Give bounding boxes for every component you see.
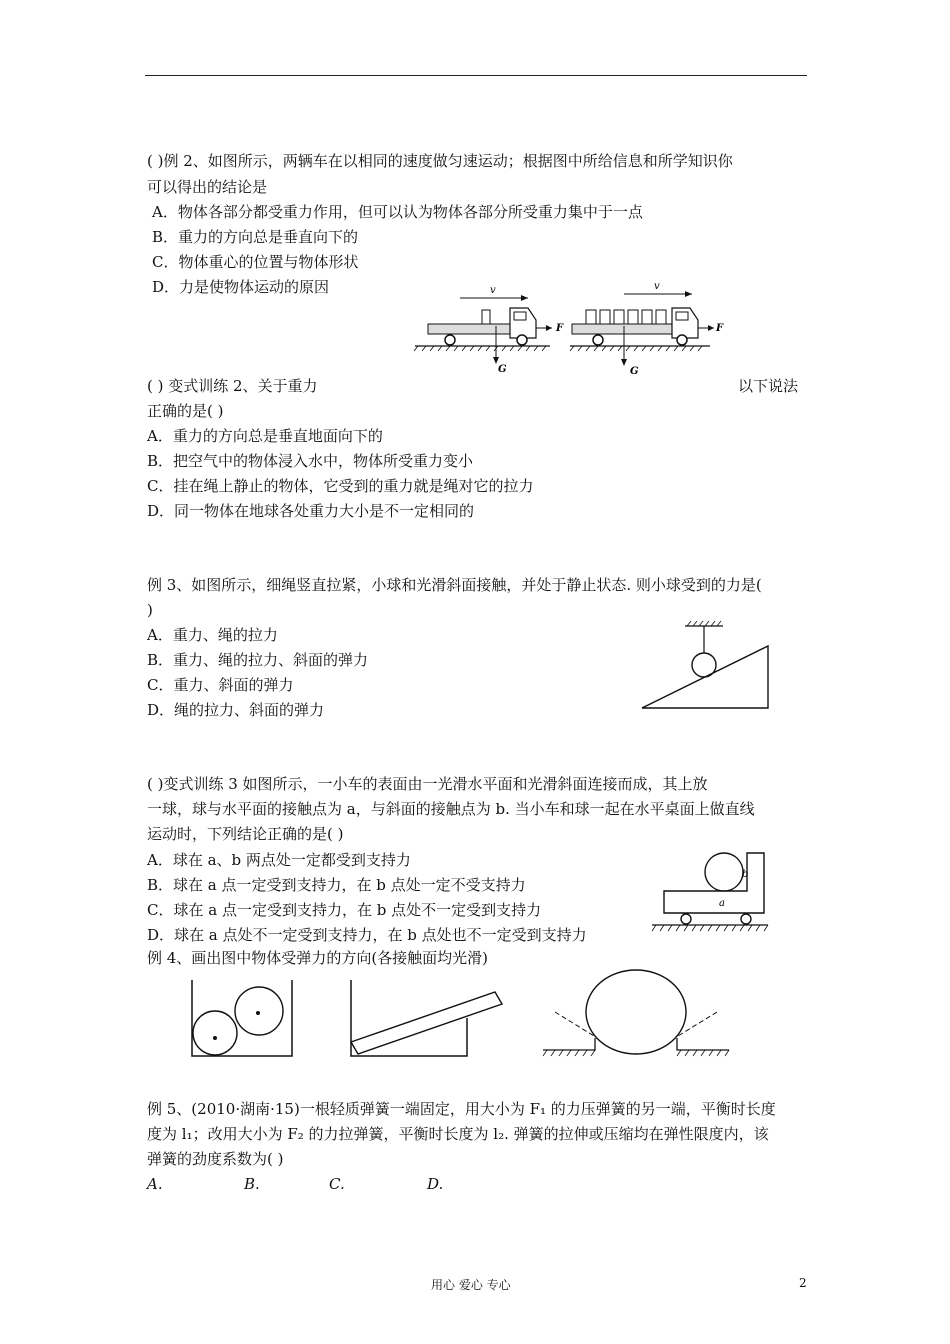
ex2-option-a: A．物体各部分都受重力作用，但可以认为物体各部分所受重力集中于一点 [152,203,643,221]
ex5-question-line3: 弹簧的劲度系数为( ) [147,1150,284,1168]
ex3-option-c: C．重力、斜面的弹力 [147,676,294,694]
truck1-v-label: v [490,285,496,296]
var2-question-line1a: ( ) 变式训练 2、关于重力 [147,377,318,395]
ex3-option-a: A．重力、绳的拉力 [147,626,278,644]
var3-question-line1: ( )变式训练 3 如图所示，一小车的表面由一光滑水平面和光滑斜面连接而成，其上放 [147,775,708,793]
footer-motto: 用心 爱心 专心 [431,1278,511,1292]
point-a-label: a [719,898,725,909]
ex3-option-d: D．绳的拉力、斜面的弹力 [147,701,325,719]
ex5-option-b: B. [244,1175,260,1193]
ex4-question: 例 4、画出图中物体受弹力的方向(各接触面均光滑) [147,949,489,967]
ex3-question-line1: 例 3、如图所示，细绳竖直拉紧，小球和光滑斜面接触，并处于静止状态. 则小球受到的力是( [147,576,762,594]
ex5-option-d: D. [427,1175,444,1193]
truck2-G-label: G [630,366,639,377]
ex2-option-c: C．物体重心的位置与物体形状 [152,253,359,271]
truck1-F-label: F [556,323,564,334]
var3-option-c: C．球在 a 点一定受到支持力，在 b 点处不一定受到支持力 [147,901,542,919]
trucks-figure [410,280,730,380]
var2-option-b: B．把空气中的物体浸入水中，物体所受重力变小 [147,452,474,470]
var3-question-line3: 运动时，下列结论正确的是( ) [147,825,344,843]
header-rule [145,75,807,76]
ex5-option-a: A. [147,1175,163,1193]
var2-option-a: A．重力的方向总是垂直地面向下的 [147,427,383,445]
cart-ball-figure [650,845,770,940]
ball-on-supports-figure [535,970,735,1060]
ex2-option-d: D．力是使物体运动的原因 [152,278,330,296]
ex2-question-line2: 可以得出的结论是 [147,178,268,196]
ex3-option-b: B．重力、绳的拉力、斜面的弹力 [147,651,369,669]
ex5-question-line2: 度为 l₁；改用大小为 F₂ 的力拉弹簧，平衡时长度为 l₂. 弹簧的拉伸或压缩均在弹性限度内，该 [147,1125,769,1143]
ex5-question-line1: 例 5、(2010·湖南·15)一根轻质弹簧一端固定，用大小为 F₁ 的力压弹簧的另一端，平衡时长度 [147,1100,776,1118]
var2-option-d: D．同一物体在地球各处重力大小是不一定相同的 [147,502,475,520]
ex5-option-c: C. [329,1175,345,1193]
var2-question-line2: 正确的是( ) [147,402,224,420]
truck1-G-label: G [498,364,507,375]
ex3-question-line2: ) [147,601,153,619]
var3-option-d: D．球在 a 点处不一定受到支持力，在 b 点处也不一定受到支持力 [147,926,587,944]
rod-in-container-figure [345,978,505,1063]
var3-option-b: B．球在 a 点一定受到支持力，在 b 点处一定不受支持力 [147,876,526,894]
var3-question-line2: 一球，球与水平面的接触点为 a，与斜面的接触点为 b. 当小车和球一起在水平桌面上做直线 [147,800,755,818]
ball-on-incline-figure [635,620,775,715]
var3-option-a: A．球在 a、b 两点处一定都受到支持力 [147,851,411,869]
ex2-question-line1: ( )例 2、如图所示，两辆车在以相同的速度做匀速运动；根据图中所给信息和所学知识你 [147,152,733,170]
two-balls-in-box-figure [185,978,300,1063]
var2-question-line1b: 以下说法 [738,377,799,395]
page-number: 2 [799,1276,807,1290]
point-b-label: b [742,869,749,880]
truck2-v-label: v [654,281,660,292]
ex2-option-b: B．重力的方向总是垂直向下的 [152,228,359,246]
truck2-F-label: F [716,323,724,334]
var2-option-c: C．挂在绳上静止的物体，它受到的重力就是绳对它的拉力 [147,477,534,495]
